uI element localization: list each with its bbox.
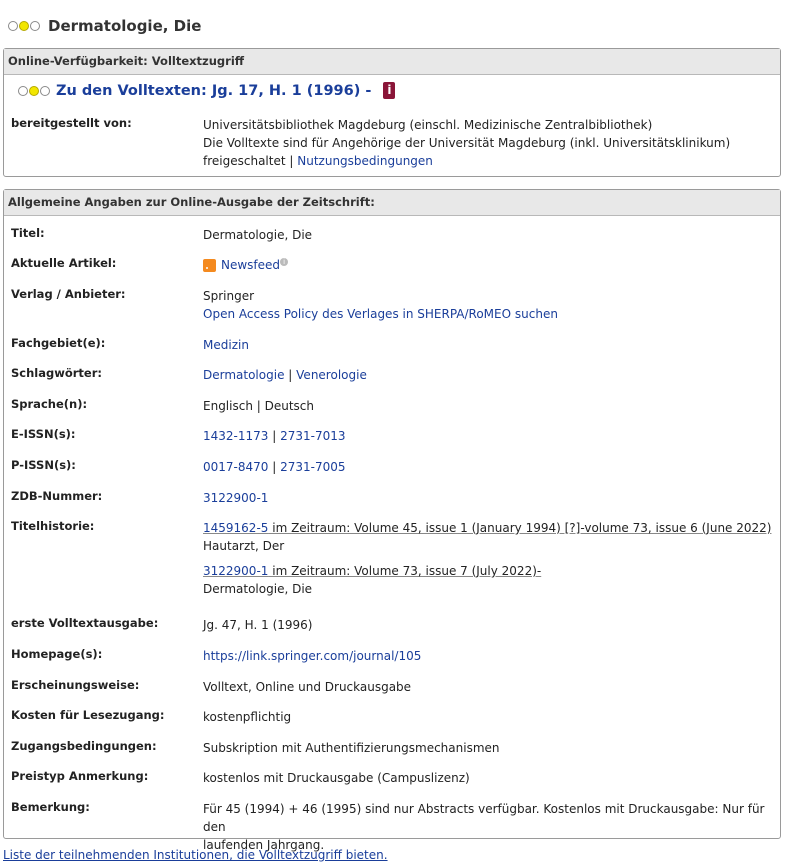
availability-box [3,48,781,177]
info-small-icon[interactable]: i [280,258,288,266]
keyword-link[interactable]: Venerologie [296,368,367,382]
appearance-label: Erscheinungsweise: [11,678,140,692]
publisher-label: Verlag / Anbieter: [11,287,126,301]
cost-value: kostenpflichtig [203,710,292,724]
zdb-link[interactable]: 3122900-1 [203,491,269,505]
provider-note-cont: freigeschaltet [203,154,286,168]
appearance-value: Volltext, Online und Druckausgabe [203,680,412,694]
history-title: Dermatologie, Die [203,582,313,596]
keyword-link[interactable]: Dermatologie [203,368,285,382]
pissn-link[interactable]: 2731-7005 [280,460,346,474]
availability-header: Online-Verfügbarkeit: Volltextzugriff [4,49,780,75]
pissn-label: P-ISSN(s): [11,458,76,472]
general-box [3,189,781,852]
first-edition-label: erste Volltextausgabe: [11,616,159,630]
history-entry [203,562,773,580]
subject-link[interactable]: Medizin [203,338,249,352]
provider-note: Die Volltexte sind für Angehörige der Universität Magdeburg (inkl. Universitätsklinikum) [203,136,731,150]
separator: | [272,429,277,443]
subject-label: Fachgebiet(e): [11,336,106,350]
provider-name: Universitätsbibliothek Magdeburg (einschl. Medizinische Zentralbibliothek) [203,118,653,132]
first-edition-value: Jg. 47, H. 1 (1996) [203,618,313,632]
availability-traffic-light-icon [8,21,40,31]
traffic-light-icon [18,86,50,96]
cost-label: Kosten für Lesezugang: [11,708,165,722]
page-title: Dermatologie, Die [48,17,202,35]
title-label: Titel: [11,226,45,240]
remark-text: Für 45 (1994) + 46 (1995) sind nur Abstracts verfügbar. Kostenlos mit Druckausgabe: Nur für den [203,802,765,834]
fulltext-link[interactable]: Zu den Volltexten: Jg. 17, H. 1 (1996) - [56,82,372,99]
keywords-label: Schlagwörter: [11,366,102,380]
fulltext-row [18,82,395,99]
articles-label: Aktuelle Artikel: [11,256,117,270]
rss-icon[interactable] [203,259,216,272]
page-header [8,17,201,35]
terms-link[interactable]: Nutzungsbedingungen [297,154,433,168]
remark-label: Bemerkung: [11,800,90,814]
history-range: im Zeitraum: Volume 45, issue 1 (January 1994) [?]-volume 73, issue 6 (June 2022) [268,521,772,535]
info-icon[interactable]: i [383,82,395,99]
homepage-link[interactable]: https://link.springer.com/journal/105 [203,649,422,663]
homepage-label: Homepage(s): [11,647,103,661]
general-header: Allgemeine Angaben zur Online-Ausgabe der Zeitschrift: [4,190,780,216]
zdb-label: ZDB-Nummer: [11,489,103,503]
eissn-link[interactable]: 2731-7013 [280,429,346,443]
eissn-label: E-ISSN(s): [11,427,76,441]
separator: | [289,154,294,168]
history-range: im Zeitraum: Volume 73, issue 7 (July 2022)- [268,564,542,578]
history-label: Titelhistorie: [11,519,95,533]
history-link[interactable]: 3122900-1 [203,564,269,578]
eissn-link[interactable]: 1432-1173 [203,429,269,443]
access-value: Subskription mit Authentifizierungsmechanismen [203,741,500,755]
history-title: Hautarzt, Der [203,539,285,553]
remark-text: laufenden Jahrgang. [203,838,325,852]
history-link[interactable]: 1459162-5 [203,521,269,535]
access-label: Zugangsbedingungen: [11,739,157,753]
sherpa-link[interactable]: Open Access Policy des Verlages in SHERPA/RoMEO suchen [203,307,558,321]
history-entry [203,519,773,537]
pissn-link[interactable]: 0017-8470 [203,460,269,474]
provided-label: bereitgestellt von: [11,116,132,130]
newsfeed-link[interactable]: Newsfeed [221,258,281,272]
title-value: Dermatologie, Die [203,228,313,242]
language-label: Sprache(n): [11,397,88,411]
price-label: Preistyp Anmerkung: [11,769,149,783]
price-value: kostenlos mit Druckausgabe (Campuslizenz) [203,771,470,785]
language-value: Englisch | Deutsch [203,399,314,413]
separator: | [272,460,277,474]
publisher-value: Springer [203,289,255,303]
institutions-list-link[interactable]: Liste der teilnehmenden Institutionen, die Volltextzugriff bieten. [3,848,388,862]
separator: | [288,368,293,382]
